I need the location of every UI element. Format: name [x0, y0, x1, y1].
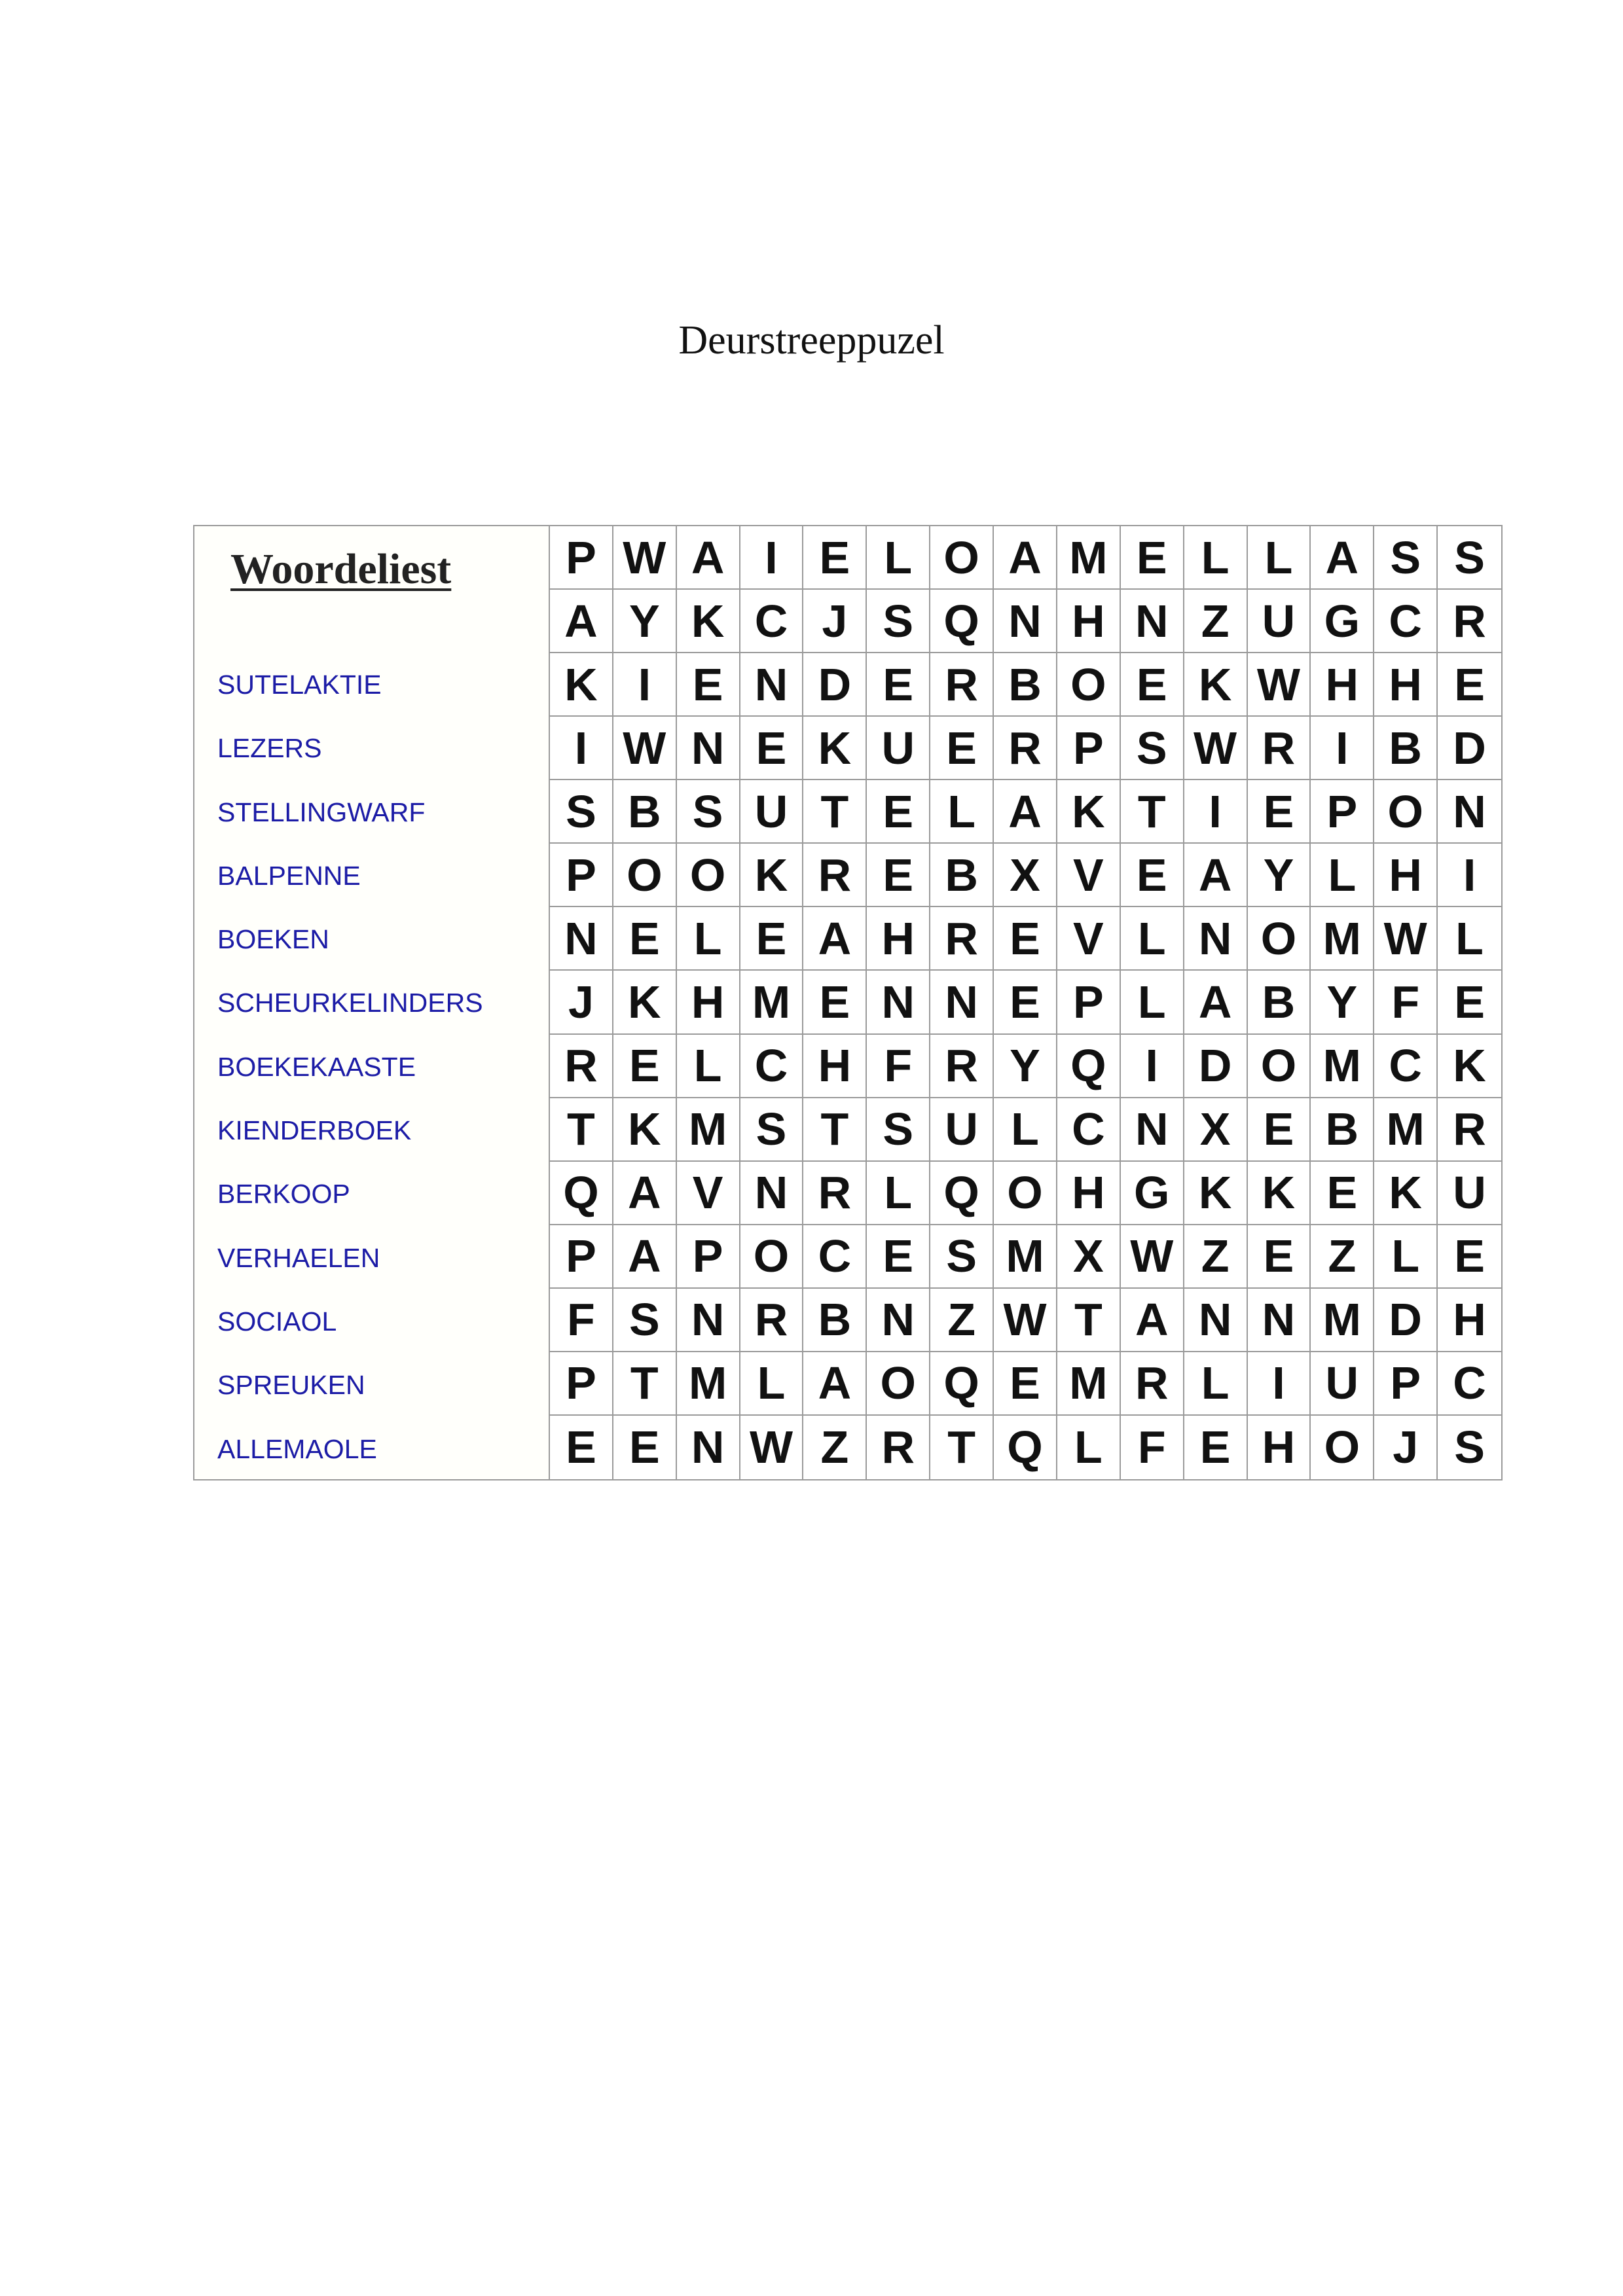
grid-cell[interactable]: O	[1248, 907, 1311, 971]
grid-cell[interactable]: R	[1248, 717, 1311, 780]
grid-cell[interactable]: B	[613, 780, 677, 844]
grid-cell[interactable]: A	[550, 590, 613, 653]
word-list-heading: Woordeliest	[230, 545, 452, 593]
grid-cell[interactable]: J	[550, 971, 613, 1034]
grid-cell[interactable]: I	[1248, 1352, 1311, 1416]
grid-cell[interactable]: L	[930, 780, 994, 844]
grid-cell[interactable]: S	[1121, 717, 1184, 780]
grid-cell[interactable]: B	[1248, 971, 1311, 1034]
grid-cell[interactable]: M	[1057, 1352, 1121, 1416]
grid-cell[interactable]: E	[1121, 844, 1184, 907]
grid-cell[interactable]: F	[550, 1289, 613, 1352]
word-item: SPREUKEN	[217, 1370, 365, 1401]
grid-cell[interactable]: N	[677, 1416, 740, 1479]
grid-cell[interactable]: N	[867, 1289, 930, 1352]
grid-cell[interactable]: R	[803, 844, 867, 907]
grid-cell[interactable]: Q	[930, 1162, 994, 1225]
word-item: LEZERS	[217, 733, 322, 764]
grid-cell[interactable]: P	[1311, 780, 1374, 844]
grid-cell[interactable]: U	[1438, 1162, 1501, 1225]
letter-grid	[550, 526, 1501, 1479]
grid-cell[interactable]: T	[550, 1098, 613, 1162]
grid-cell[interactable]: A	[803, 907, 867, 971]
grid-cell[interactable]: A	[1184, 844, 1248, 907]
grid-cell[interactable]: Q	[994, 1416, 1057, 1479]
grid-cell[interactable]: U	[867, 717, 930, 780]
grid-cell[interactable]: N	[550, 907, 613, 971]
grid-cell[interactable]: F	[1121, 1416, 1184, 1479]
grid-cell[interactable]: X	[1057, 1225, 1121, 1289]
grid-cell[interactable]: C	[1057, 1098, 1121, 1162]
grid-cell[interactable]: E	[867, 844, 930, 907]
grid-cell[interactable]: I	[613, 653, 677, 717]
grid-cell[interactable]: W	[613, 526, 677, 590]
grid-cell[interactable]: L	[677, 1035, 740, 1098]
grid-cell[interactable]: N	[1121, 590, 1184, 653]
grid-cell[interactable]: N	[1184, 907, 1248, 971]
grid-cell[interactable]: S	[677, 780, 740, 844]
grid-cell[interactable]: X	[994, 844, 1057, 907]
word-item: BOEKEKAASTE	[217, 1051, 416, 1082]
grid-cell[interactable]: A	[613, 1162, 677, 1225]
grid-cell[interactable]: C	[1374, 1035, 1438, 1098]
grid-cell[interactable]: V	[677, 1162, 740, 1225]
grid-cell[interactable]: O	[677, 844, 740, 907]
grid-cell[interactable]: P	[550, 844, 613, 907]
grid-cell[interactable]: L	[1121, 907, 1184, 971]
grid-cell[interactable]: W	[613, 717, 677, 780]
grid-cell[interactable]: E	[1248, 1098, 1311, 1162]
grid-cell[interactable]: B	[803, 1289, 867, 1352]
grid-cell[interactable]: A	[1121, 1289, 1184, 1352]
word-search-puzzle	[193, 525, 1503, 1480]
word-item: BERKOOP	[217, 1179, 350, 1210]
grid-cell[interactable]: E	[930, 717, 994, 780]
grid-cell[interactable]: Z	[803, 1416, 867, 1479]
grid-cell[interactable]: O	[613, 844, 677, 907]
grid-cell[interactable]: M	[1374, 1098, 1438, 1162]
grid-cell[interactable]: K	[677, 590, 740, 653]
grid-cell[interactable]: K	[1374, 1162, 1438, 1225]
grid-cell[interactable]: R	[867, 1416, 930, 1479]
grid-cell[interactable]: K	[803, 717, 867, 780]
word-item: SUTELAKTIE	[217, 670, 382, 700]
grid-cell[interactable]: S	[930, 1225, 994, 1289]
grid-cell[interactable]: T	[1121, 780, 1184, 844]
grid-cell[interactable]: E	[740, 907, 804, 971]
grid-cell[interactable]: V	[1057, 844, 1121, 907]
grid-cell[interactable]: N	[994, 590, 1057, 653]
grid-cell[interactable]: R	[1121, 1352, 1184, 1416]
grid-cell[interactable]: L	[1121, 971, 1184, 1034]
grid-cell[interactable]: C	[1438, 1352, 1501, 1416]
grid-cell[interactable]: H	[803, 1035, 867, 1098]
grid-cell[interactable]: Y	[1311, 971, 1374, 1034]
grid-cell[interactable]: Z	[1311, 1225, 1374, 1289]
grid-cell[interactable]: E	[1248, 780, 1311, 844]
grid-cell[interactable]: T	[1057, 1289, 1121, 1352]
grid-cell[interactable]: S	[867, 1098, 930, 1162]
grid-cell[interactable]: N	[867, 971, 930, 1034]
grid-cell[interactable]: K	[1057, 780, 1121, 844]
grid-cell[interactable]: A	[613, 1225, 677, 1289]
grid-cell[interactable]: P	[550, 1225, 613, 1289]
word-list	[217, 653, 483, 1481]
word-item: BOEKEN	[217, 924, 329, 955]
grid-cell[interactable]: Q	[550, 1162, 613, 1225]
grid-cell[interactable]: A	[1311, 526, 1374, 590]
grid-cell[interactable]: N	[1121, 1098, 1184, 1162]
word-item: KIENDERBOEK	[217, 1115, 412, 1146]
grid-cell[interactable]: M	[677, 1098, 740, 1162]
grid-cell[interactable]: Q	[1057, 1035, 1121, 1098]
grid-cell[interactable]: X	[1184, 1098, 1248, 1162]
grid-cell[interactable]: H	[677, 971, 740, 1034]
grid-cell[interactable]: Q	[930, 1352, 994, 1416]
grid-cell[interactable]: K	[1184, 653, 1248, 717]
grid-cell[interactable]: W	[994, 1289, 1057, 1352]
grid-cell[interactable]: L	[1184, 526, 1248, 590]
grid-cell[interactable]: Y	[613, 590, 677, 653]
grid-cell[interactable]: J	[803, 590, 867, 653]
word-item: SOCIAOL	[217, 1306, 337, 1336]
grid-cell[interactable]: O	[867, 1352, 930, 1416]
grid-cell[interactable]: H	[1374, 653, 1438, 717]
grid-cell[interactable]: N	[1248, 1289, 1311, 1352]
grid-cell[interactable]: N	[740, 1162, 804, 1225]
grid-cell[interactable]: N	[740, 653, 804, 717]
grid-cell[interactable]: B	[1374, 717, 1438, 780]
page-title: Deurstreeppuzel	[678, 318, 945, 363]
word-item: STELLINGWARF	[217, 797, 426, 827]
grid-cell[interactable]: A	[1184, 971, 1248, 1034]
grid-cell[interactable]: R	[740, 1289, 804, 1352]
grid-cell[interactable]: B	[994, 653, 1057, 717]
grid-cell[interactable]: M	[994, 1225, 1057, 1289]
grid-cell[interactable]: O	[930, 526, 994, 590]
grid-cell[interactable]: A	[677, 526, 740, 590]
grid-cell[interactable]: I	[1311, 717, 1374, 780]
grid-cell[interactable]: Z	[1184, 590, 1248, 653]
grid-cell[interactable]: T	[803, 1098, 867, 1162]
grid-cell[interactable]: O	[1311, 1416, 1374, 1479]
grid-cell[interactable]: H	[1057, 1162, 1121, 1225]
grid-cell[interactable]: E	[1438, 653, 1501, 717]
grid-cell[interactable]: U	[930, 1098, 994, 1162]
grid-cell[interactable]: K	[613, 1098, 677, 1162]
grid-cell[interactable]: C	[740, 1035, 804, 1098]
grid-cell[interactable]: F	[1374, 971, 1438, 1034]
grid-cell[interactable]: O	[1057, 653, 1121, 717]
grid-cell[interactable]: E	[677, 653, 740, 717]
grid-cell[interactable]: A	[994, 780, 1057, 844]
grid-cell[interactable]: E	[1248, 1225, 1311, 1289]
grid-cell[interactable]: N	[1438, 780, 1501, 844]
grid-cell[interactable]: M	[1311, 1289, 1374, 1352]
word-item: ALLEMAOLE	[217, 1433, 377, 1464]
grid-cell[interactable]: H	[1374, 844, 1438, 907]
grid-cell[interactable]: R	[994, 717, 1057, 780]
grid-cell[interactable]: L	[994, 1098, 1057, 1162]
grid-cell[interactable]: L	[867, 1162, 930, 1225]
grid-cell[interactable]: U	[1248, 590, 1311, 653]
grid-cell[interactable]: I	[550, 717, 613, 780]
grid-cell[interactable]: B	[930, 844, 994, 907]
grid-cell[interactable]: W	[1248, 653, 1311, 717]
grid-cell[interactable]: M	[1311, 1035, 1374, 1098]
word-item: VERHAELEN	[217, 1242, 380, 1273]
grid-cell[interactable]: T	[930, 1416, 994, 1479]
grid-cell[interactable]: B	[1311, 1098, 1374, 1162]
word-item: BALPENNE	[217, 860, 361, 891]
grid-cell[interactable]: Q	[930, 590, 994, 653]
grid-cell[interactable]: R	[1438, 590, 1501, 653]
grid-cell[interactable]: L	[1184, 1352, 1248, 1416]
grid-cell[interactable]: D	[1438, 717, 1501, 780]
grid-cell[interactable]: W	[740, 1416, 804, 1479]
grid-cell[interactable]: E	[803, 526, 867, 590]
grid-cell[interactable]: O	[994, 1162, 1057, 1225]
grid-cell[interactable]: P	[550, 526, 613, 590]
grid-cell[interactable]: S	[1438, 1416, 1501, 1479]
grid-cell[interactable]: Z	[930, 1289, 994, 1352]
grid-cell[interactable]: D	[803, 653, 867, 717]
grid-cell[interactable]: R	[1438, 1098, 1501, 1162]
grid-cell[interactable]: C	[1374, 590, 1438, 653]
grid-cell[interactable]: E	[994, 907, 1057, 971]
grid-cell[interactable]: Z	[1184, 1225, 1248, 1289]
grid-cell[interactable]: E	[867, 780, 930, 844]
grid-cell[interactable]: V	[1057, 907, 1121, 971]
grid-cell[interactable]: N	[677, 717, 740, 780]
grid-cell[interactable]: H	[1248, 1416, 1311, 1479]
grid-cell[interactable]: E	[550, 1416, 613, 1479]
grid-cell[interactable]: W	[1374, 907, 1438, 971]
grid-cell[interactable]: L	[677, 907, 740, 971]
grid-cell[interactable]: I	[740, 526, 804, 590]
grid-cell[interactable]: E	[1121, 526, 1184, 590]
grid-cell[interactable]: R	[930, 653, 994, 717]
grid-cell[interactable]: K	[740, 844, 804, 907]
grid-cell[interactable]: W	[1121, 1225, 1184, 1289]
grid-cell[interactable]: R	[930, 907, 994, 971]
grid-cell[interactable]: P	[1057, 971, 1121, 1034]
grid-cell[interactable]: Y	[994, 1035, 1057, 1098]
grid-cell[interactable]: E	[740, 717, 804, 780]
grid-cell[interactable]: E	[867, 653, 930, 717]
grid-cell[interactable]: S	[1438, 526, 1501, 590]
grid-cell[interactable]: J	[1374, 1416, 1438, 1479]
grid-cell[interactable]: L	[867, 526, 930, 590]
grid-cell[interactable]: H	[1311, 653, 1374, 717]
word-list-panel	[194, 526, 550, 1479]
grid-cell[interactable]: E	[613, 907, 677, 971]
grid-cell[interactable]: E	[1184, 1416, 1248, 1479]
grid-cell[interactable]: N	[930, 971, 994, 1034]
grid-cell[interactable]: M	[1311, 907, 1374, 971]
grid-cell[interactable]: S	[867, 590, 930, 653]
grid-cell[interactable]: L	[1248, 526, 1311, 590]
word-item: SCHEURKELINDERS	[217, 988, 483, 1018]
grid-cell[interactable]: S	[740, 1098, 804, 1162]
grid-cell[interactable]: F	[867, 1035, 930, 1098]
grid-cell[interactable]: P	[677, 1225, 740, 1289]
grid-cell[interactable]: K	[1184, 1162, 1248, 1225]
grid-cell[interactable]: Y	[1248, 844, 1311, 907]
grid-cell[interactable]: S	[613, 1289, 677, 1352]
grid-cell[interactable]: P	[1057, 717, 1121, 780]
grid-cell[interactable]: K	[550, 653, 613, 717]
grid-cell[interactable]: R	[550, 1035, 613, 1098]
grid-cell[interactable]: E	[803, 971, 867, 1034]
grid-cell[interactable]: C	[803, 1225, 867, 1289]
grid-cell[interactable]: A	[803, 1352, 867, 1416]
grid-cell[interactable]: G	[1121, 1162, 1184, 1225]
grid-cell[interactable]: N	[677, 1289, 740, 1352]
grid-cell[interactable]: H	[867, 907, 930, 971]
grid-cell[interactable]: A	[994, 526, 1057, 590]
grid-cell[interactable]: M	[677, 1352, 740, 1416]
grid-cell[interactable]: N	[1184, 1289, 1248, 1352]
grid-cell[interactable]: L	[1374, 1225, 1438, 1289]
grid-cell[interactable]: L	[1057, 1416, 1121, 1479]
grid-cell[interactable]: W	[1184, 717, 1248, 780]
grid-cell[interactable]: L	[740, 1352, 804, 1416]
grid-cell[interactable]: I	[1438, 844, 1501, 907]
grid-cell[interactable]: E	[994, 971, 1057, 1034]
grid-cell[interactable]: P	[1374, 1352, 1438, 1416]
grid-cell[interactable]: E	[1121, 653, 1184, 717]
grid-cell[interactable]: P	[550, 1352, 613, 1416]
grid-cell[interactable]: E	[1438, 1225, 1501, 1289]
grid-cell[interactable]: D	[1184, 1035, 1248, 1098]
grid-cell[interactable]: E	[1311, 1162, 1374, 1225]
grid-cell[interactable]: D	[1374, 1289, 1438, 1352]
grid-cell[interactable]: M	[740, 971, 804, 1034]
grid-cell[interactable]: T	[803, 780, 867, 844]
grid-cell[interactable]: U	[740, 780, 804, 844]
grid-cell[interactable]: T	[613, 1352, 677, 1416]
grid-cell[interactable]: I	[1184, 780, 1248, 844]
grid-cell[interactable]: E	[994, 1352, 1057, 1416]
grid-cell[interactable]: E	[867, 1225, 930, 1289]
grid-cell[interactable]: O	[740, 1225, 804, 1289]
grid-cell[interactable]: K	[613, 971, 677, 1034]
grid-cell[interactable]: O	[1248, 1035, 1311, 1098]
grid-cell[interactable]: S	[550, 780, 613, 844]
grid-cell[interactable]: L	[1311, 844, 1374, 907]
grid-cell[interactable]: K	[1438, 1035, 1501, 1098]
grid-cell[interactable]: C	[740, 590, 804, 653]
grid-cell[interactable]: S	[1374, 526, 1438, 590]
grid-cell[interactable]: M	[1057, 526, 1121, 590]
grid-cell[interactable]: U	[1311, 1352, 1374, 1416]
grid-cell[interactable]: K	[1248, 1162, 1311, 1225]
grid-cell[interactable]: G	[1311, 590, 1374, 653]
grid-cell[interactable]: I	[1121, 1035, 1184, 1098]
grid-cell[interactable]: H	[1057, 590, 1121, 653]
grid-cell[interactable]: L	[1438, 907, 1501, 971]
grid-cell[interactable]: H	[1438, 1289, 1501, 1352]
grid-cell[interactable]: R	[930, 1035, 994, 1098]
grid-cell[interactable]: E	[1438, 971, 1501, 1034]
grid-cell[interactable]: E	[613, 1035, 677, 1098]
grid-cell[interactable]: R	[803, 1162, 867, 1225]
grid-cell[interactable]: E	[613, 1416, 677, 1479]
grid-cell[interactable]: O	[1374, 780, 1438, 844]
